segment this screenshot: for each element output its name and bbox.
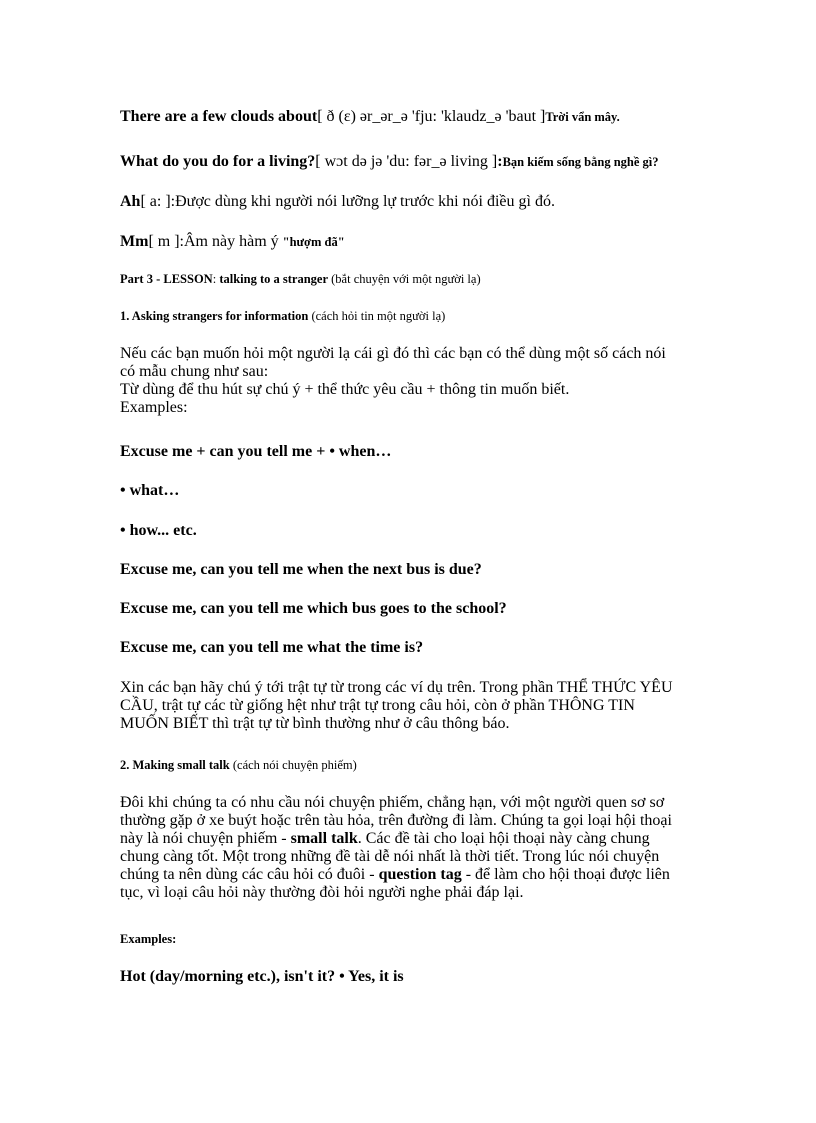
section1-heading: 1. Asking strangers for information (cách hỏi tin một người lạ) xyxy=(120,309,446,323)
phrase-english: What do you do for a living? xyxy=(120,153,316,170)
example-school: Excuse me, can you tell me which bus goes to the school? xyxy=(120,600,507,617)
small-talk-paragraph: Đôi khi chúng ta có nhu cầu nói chuyện phiếm, chẳng hạn, với một người quen sơ sơ thường gặp ở xe buýt hoặc trên tàu hỏa, trên đường đi làm. Chúng ta gọi loại hội thoại này là nói chuyện phiếm - small talk. Các đề tài cho loại hội thoại này càng chung chung càng tốt. Một trong những đề tài dễ nói nhất là thời tiết. Trong lúc nói chuyện chúng ta nên dùng các câu hỏi có đuôi - question tag - để làm cho hội thoại được liên tục, vì loại câu hỏi này thường đòi hỏi người nghe phải đáp lại. xyxy=(120,794,672,901)
section2-heading: 2. Making small talk (cách nói chuyện phiếm) xyxy=(120,758,357,772)
example-bus: Excuse me, can you tell me when the next bus is due? xyxy=(120,561,482,578)
phonetic: [ ð (ɛ) ər_ər_ə 'fju: 'klaudz_ə 'baut ] xyxy=(317,108,546,125)
phrase-living: What do you do for a living?[ wɔt də jə 'du: fər_ə living ]:Bạn kiếm sống bằng nghề gì? xyxy=(120,153,659,170)
phrase-clouds xyxy=(120,108,620,126)
example-how: • how... etc. xyxy=(120,522,197,539)
example-hot: Hot (day/morning etc.), isn't it? • Yes, it is xyxy=(120,968,404,985)
phrase-english: There are a few clouds about xyxy=(120,108,318,125)
example-pattern: Excuse me + can you tell me + • when… xyxy=(120,443,392,460)
term-question-tag: question tag xyxy=(378,866,462,883)
interjection: Ah xyxy=(120,193,141,210)
phrase-vietnamese: Trời vẩn mây. xyxy=(545,110,620,124)
phonetic: [ wɔt də jə 'du: fər_ə living ] xyxy=(315,153,498,170)
part3-heading: Part 3 - LESSON: talking to a stranger (bắt chuyện với một người lạ) xyxy=(120,272,481,286)
intro-paragraph: Nếu các bạn muốn hỏi một người lạ cái gì đó thì các bạn có thể dùng một số cách nói có mẫu chung như sau: Từ dùng để thu hút sự chú ý + thể thức yêu cầu + thông tin muốn biết. Examples: xyxy=(120,345,666,416)
example-what: • what… xyxy=(120,482,180,499)
examples2-heading: Examples: xyxy=(120,932,177,946)
phrase-vietnamese: Bạn kiếm sống bằng nghề gì? xyxy=(502,155,659,169)
term-small-talk: small talk xyxy=(290,830,358,847)
word-order-note: Xin các bạn hãy chú ý tới trật tự từ trong các ví dụ trên. Trong phần THỂ THỨC YÊU CẦU, trật tự các từ giống hệt như trật tự trong câu hỏi, còn ở phần THÔNG TIN MUỐN BIẾT thì trật tự từ bình thường như ở câu thông báo. xyxy=(120,679,673,732)
phrase-ah: Ah[ a: ]:Được dùng khi người nói lưỡng lự trước khi nói điều gì đó. xyxy=(120,193,555,210)
interjection: Mm xyxy=(120,233,149,250)
example-time: Excuse me, can you tell me what the time is? xyxy=(120,639,424,656)
phrase-mm: Mm[ m ]:Âm này hàm ý "hượm đã" xyxy=(120,233,345,250)
